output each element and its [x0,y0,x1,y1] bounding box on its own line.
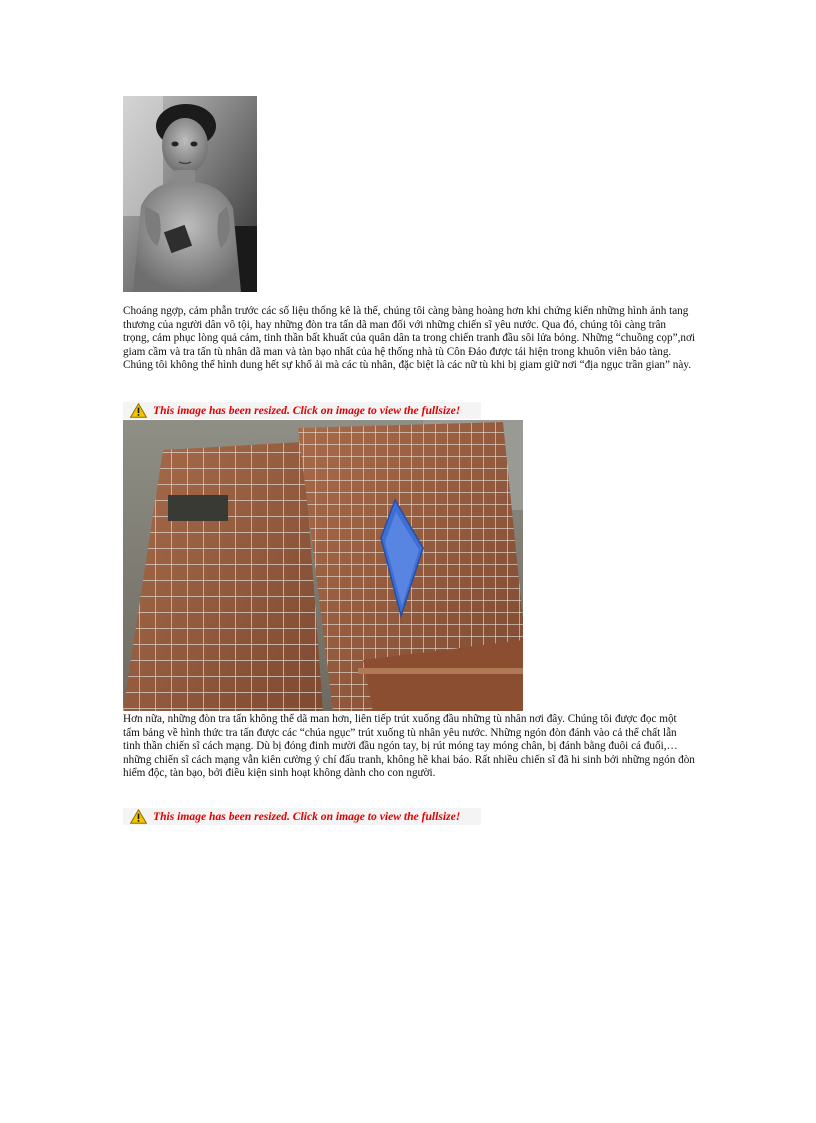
paragraph-2: Hơn nữa, những đòn tra tấn không thể dã man hơn, liên tiếp trút xuống đầu những tù nhân nơi đây. Chúng tôi được đọc một tấm bảng về hình thức tra tấn được các “chúa ngục” trút xuống tù nhân yêu nước. Những ngón đòn đánh vào cả thể chất lẫn tinh thần chiến sĩ cách mạng. Dù bị đóng đinh mười đầu ngón tay, bị rút móng tay móng chân, bị đánh bằng đuôi cá đuối,… những chiến sĩ cách mạng vẫn kiên cường ý chí đấu tranh, không hề khai báo. Rất nhiều chiến sĩ đã hi sinh bởi những ngón đòn hiểm độc, tàn bạo, bởi điều kiện sinh hoạt không dành cho con người. [123,713,695,780]
resize-notice[interactable] [123,402,481,419]
cage-photo[interactable] [123,420,523,711]
child-photo [123,96,257,292]
paragraph-1: Choáng ngợp, cảm phẫn trước các số liệu thống kê là thế, chúng tôi càng bàng hoàng hơn khi chứng kiến những hình ảnh tang thương của người dân vô tội, hay những đòn tra tấn dã man đối với những chiến sĩ yêu nước. Qua đó, chúng tôi càng trân trọng, cảm phục lòng quả cảm, tinh thần bất khuất của quân dân ta trong chiến tranh đầu sôi lửa bỏng. Những “chuồng cọp”,nơi giam cầm và tra tấn tù nhân dã man và tàn bạo nhất của hệ thống nhà tù Côn Đảo được tái hiện trong khuôn viên bảo tàng. Chúng tôi không thể hình dung hết sự khổ ải mà các tù nhân, đặc biệt là các nữ tù khi bị giam giữ nơi “địa ngục trần gian” này. [123,305,695,372]
resize-notice-text: This image has been resized. Click on image to view the fullsize! [153,810,461,823]
warning-icon [130,809,147,824]
warning-icon [130,403,147,418]
resize-notice-text: This image has been resized. Click on image to view the fullsize! [153,404,461,417]
resize-notice[interactable] [123,808,481,825]
